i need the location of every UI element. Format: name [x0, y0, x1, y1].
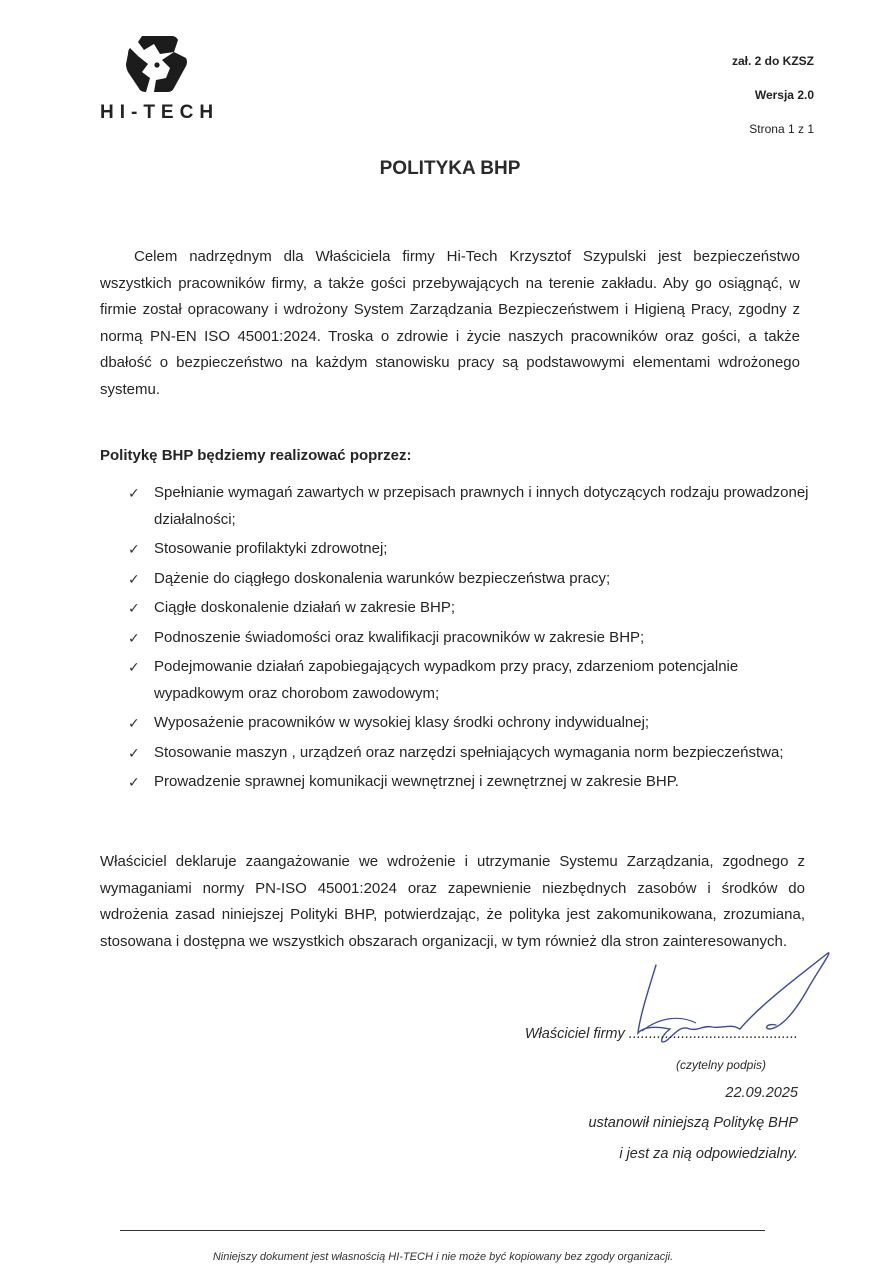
- logo-text: HI-TECH: [100, 102, 220, 123]
- checkmark-icon: ✓: [128, 744, 140, 761]
- hi-tech-hexagon-logo-icon: [124, 34, 190, 94]
- signature-date: 22.09.2025: [725, 1085, 798, 1101]
- intro-text: Celem nadrzędnym dla Właściciela firmy Hi-Tech Krzysztof Szypulski jest bezpieczeństwo wszystkich pracowników firmy, a także gości przebywających na terenie zakładu. Aby go osiągnąć, w firmie został opracowany i wdrożony System Zarządzania Bezpieczeństwem i Higieną Pracy, zgodny z normą PN-EN ISO 45001:2024. Troska o zdrowie i życie naszych pracowników oraz gości, a także dbałość o bezpieczeństwo na każdym stanowisku pracy są podstawowymi elementami wdrożonego systemu.: [100, 248, 800, 398]
- checkmark-icon: ✓: [128, 600, 140, 616]
- version-label: Wersja 2.0: [754, 88, 814, 102]
- list-item: ✓ Wyposażenie pracowników w wysokiej klasy środki ochrony indywidualnej;: [128, 710, 828, 737]
- page-number: Strona 1 z 1: [749, 122, 814, 136]
- list-item: ✓ Podnoszenie świadomości oraz kwalifikacji pracowników w zakresie BHP;: [128, 625, 828, 652]
- intro-paragraph: [100, 244, 800, 403]
- footer-divider: [120, 1230, 765, 1231]
- list-item: ✓ Spełnianie wymagań zawartych w przepisach prawnych i innych dotyczących rodzaju prowadzonej działalności;: [128, 480, 828, 533]
- list-item: ✓ Podejmowanie działań zapobiegających wypadkom przy pracy, zdarzeniom potencjalnie wypadkowym oraz chorobom zawodowym;: [128, 654, 828, 707]
- checkmark-icon: ✓: [128, 541, 140, 557]
- statement-line-1: ustanowił niniejszą Politykę BHP: [588, 1115, 798, 1131]
- declaration-paragraph: Właściciel deklaruje zaangażowanie we wdrożenie i utrzymanie Systemu Zarządzania, zgodnego z wymaganiami normy PN-ISO 45001:2024 oraz zapewnienie niezbędnych zasobów i środków do wdrożenia zasad niniejszej Polityki BHP, potwierdzając, że polityka jest zakomunikowana, zrozumiana, stosowana i dostępna we wszystkich obszarach organizacji, w tym również dla stron zainteresowanych.: [100, 853, 805, 950]
- owner-label: Właściciel firmy: [524, 1026, 625, 1042]
- signature-dots: ..........................................: [628, 1026, 798, 1042]
- checkmark-icon: ✓: [128, 774, 140, 790]
- list-item: ✓ Prowadzenie sprawnej komunikacji wewnętrznej i zewnętrznej w zakresie BHP.: [128, 769, 828, 796]
- attachment-label: zał. 2 do KZSZ: [731, 54, 814, 68]
- owner-signature-line: [525, 1026, 798, 1042]
- list-heading: Politykę BHP będziemy realizować poprzez:: [100, 447, 412, 464]
- checkmark-icon: ✓: [128, 659, 140, 675]
- footer-notice: Niniejszy dokument jest własnością HI-TECH i nie może być kopiowany bez zgody organizacji.: [212, 1251, 674, 1263]
- checkmark-icon: ✓: [128, 629, 140, 646]
- document-title: POLITYKA BHP: [379, 158, 521, 179]
- list-item: ✓ Dążenie do ciągłego doskonalenia warunków bezpieczeństwa pracy;: [128, 566, 828, 593]
- statement-line-2: i jest za nią odpowiedzialny.: [619, 1146, 798, 1162]
- signature-hint: (czytelny podpis): [675, 1058, 766, 1072]
- list-item: ✓ Stosowanie maszyn , urządzeń oraz narzędzi spełniających wymagania norm bezpieczeństwa;: [128, 740, 828, 767]
- checkmark-icon: ✓: [128, 570, 140, 587]
- checkmark-icon: ✓: [128, 715, 140, 731]
- company-logo: [98, 30, 228, 125]
- policy-checklist: [128, 480, 828, 799]
- checkmark-icon: ✓: [128, 485, 140, 501]
- list-item: ✓ Stosowanie profilaktyki zdrowotnej;: [128, 536, 828, 563]
- list-item: ✓ Ciągłe doskonalenie działań w zakresie BHP;: [128, 595, 828, 622]
